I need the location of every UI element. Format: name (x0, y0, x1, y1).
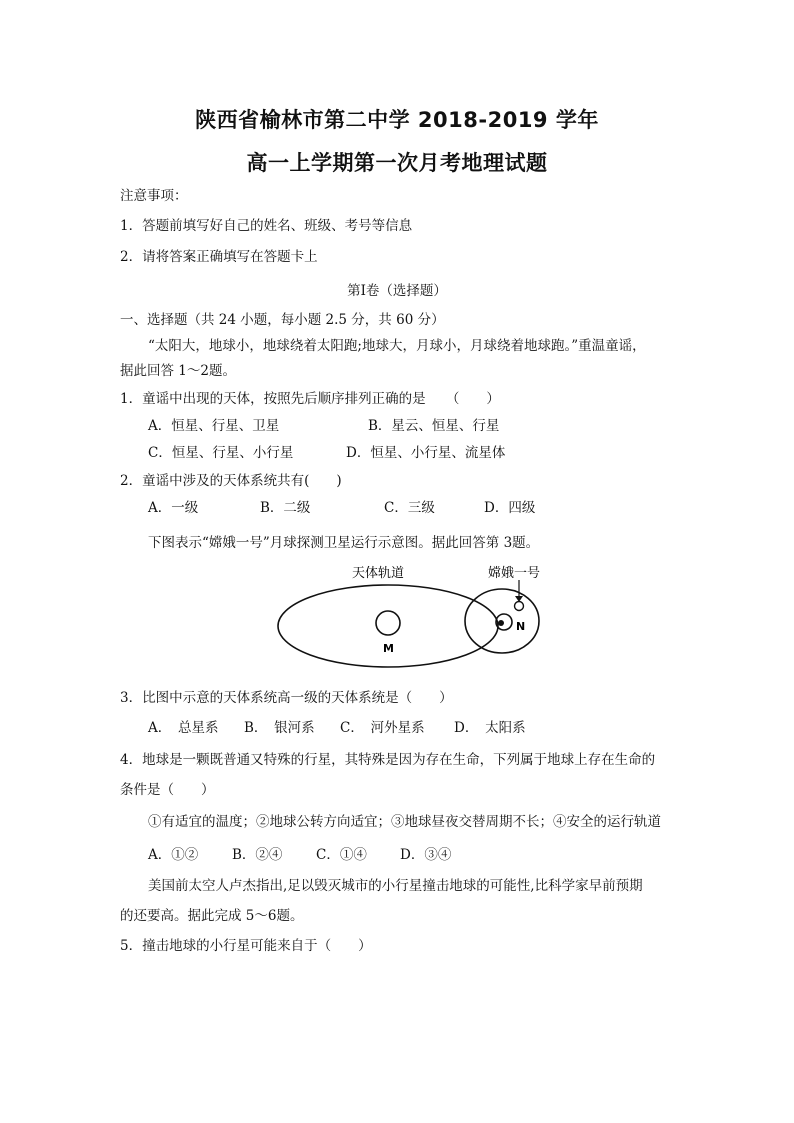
intro-1-line-1: “太阳大，地球小，地球绕着太阳跑;地球大，月球小，月球绕着地球跑。”重温童谣， (148, 338, 646, 354)
part-heading: 一、选择题（共 24 小题，每小题 2.5 分，共 60 分） (120, 312, 445, 328)
question-3-option-b: B． 银河系 (244, 720, 315, 736)
intro-1-line-2: 据此回答 1～2题。 (120, 363, 236, 379)
m-label: M (383, 642, 394, 655)
question-3-option-c: C． 河外星系 (340, 720, 425, 736)
question-1-option-b: B．星云、恒星、行星 (368, 418, 500, 434)
question-2-option-b: B．二级 (260, 500, 311, 516)
question-2-option-c: C．三级 (384, 500, 435, 516)
question-1-option-d: D．恒星、小行星、流星体 (346, 445, 506, 461)
question-3-option-a: A． 总星系 (148, 720, 219, 736)
notes-heading: 注意事项： (120, 188, 188, 204)
question-4-option-a: A．①② (148, 847, 199, 863)
question-2-stem: 2．童谣中涉及的天体系统共有( ) (120, 473, 342, 489)
question-4-option-d: D．③④ (400, 847, 452, 863)
satellite-pointer-arrow (515, 596, 523, 602)
intro-2: 下图表示“嫦娥一号”月球探测卫星运行示意图。据此回答第 3题。 (148, 535, 540, 551)
satellite-orbit-diagram (270, 562, 570, 674)
notes-item-1: 1．答题前填写好自己的姓名、班级、考号等信息 (120, 218, 413, 234)
question-3-option-d: D． 太阳系 (454, 720, 526, 736)
question-1-option-c: C．恒星、行星、小行星 (148, 445, 294, 461)
exam-title-line2: 高一上学期第一次月考地理试题 (246, 151, 548, 175)
question-5-stem: 5．撞击地球的小行星可能来自于（ ） (120, 938, 372, 954)
notes-item-2: 2．请将答案正确填写在答题卡上 (120, 249, 318, 265)
question-2-option-d: D．四级 (484, 500, 536, 516)
question-3-stem: 3．比图中示意的天体系统高一级的天体系统是（ ） (120, 690, 453, 706)
intro-3-line-1: 美国前太空人卢杰指出,足以毁灭城市的小行星撞击地球的可能性,比科学家早前预期 (148, 878, 643, 894)
central-body-m (376, 611, 400, 635)
exam-title-line1: 陕西省榆林市第二中学 2018-2019 学年 (195, 108, 599, 132)
question-2-option-a: A．一级 (148, 500, 199, 516)
volume-heading: 第Ⅰ卷（选择题） (347, 283, 447, 299)
question-4-option-b: B．②④ (232, 847, 283, 863)
orbit-label: 天体轨道 (352, 566, 405, 581)
satellite-label: 嫦娥一号 (488, 566, 541, 581)
question-1-option-a: A．恒星、行星、卫星 (148, 418, 280, 434)
body-n-dot (498, 620, 504, 626)
intro-3-line-2: 的还要高。据此完成 5～6题。 (120, 908, 304, 924)
chang-e-satellite-marker (515, 602, 524, 611)
question-4-stem-line-2: 条件是（ ） (120, 782, 215, 798)
question-4-conditions: ①有适宜的温度；②地球公转方向适宜；③地球昼夜交替周期不长；④安全的运行轨道 (148, 814, 661, 830)
question-1-stem: 1．童谣中出现的天体，按照先后顺序排列正确的是 （ ） (120, 391, 500, 407)
question-4-option-c: C．①④ (316, 847, 367, 863)
n-label: N (516, 620, 526, 633)
question-4-stem-line-1: 4．地球是一颗既普通又特殊的行星，其特殊是因为存在生命，下列属于地球上存在生命的 (120, 752, 656, 768)
